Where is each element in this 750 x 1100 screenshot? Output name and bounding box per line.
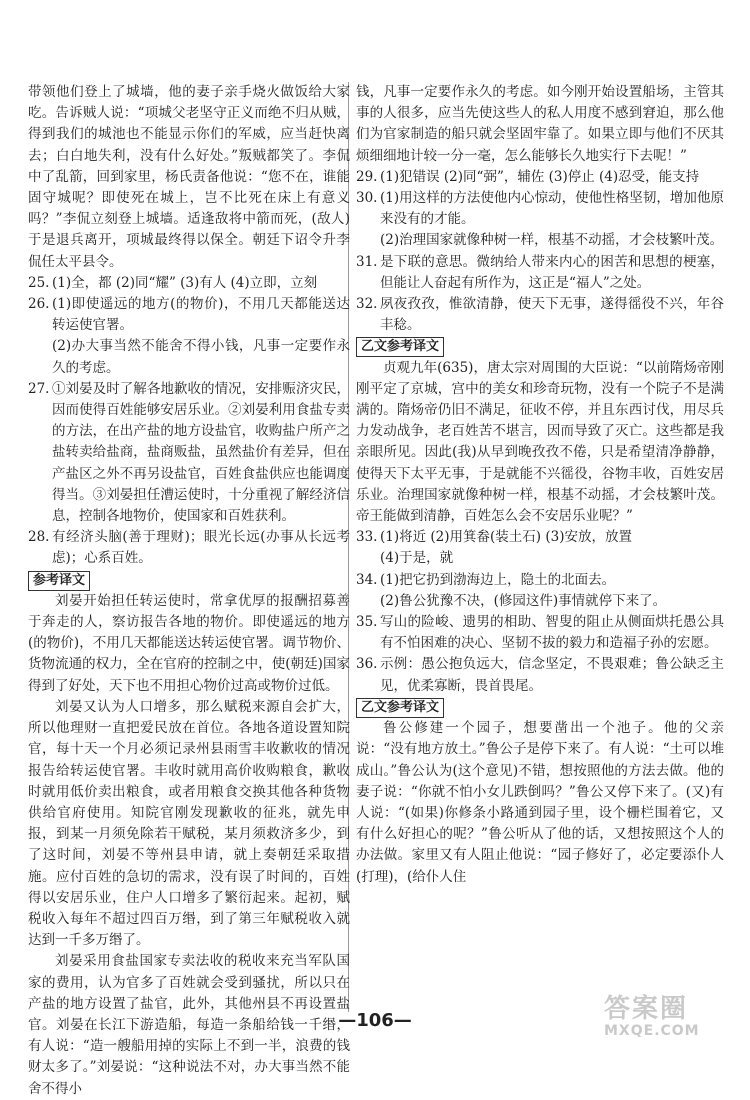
answer-text: (1)全，都 (2)同“耀” (3)有人 (4)立即，立刻 [52, 274, 318, 291]
answer-number: 29. [356, 168, 378, 185]
answer-28 [28, 527, 350, 569]
section-title-yi-translation: 乙文参考译文 [356, 337, 444, 357]
answer-number: 26. [28, 296, 50, 313]
left-column [28, 82, 350, 1100]
translation-paragraph: 刘晏采用食盐国家专卖法收的税收来充当军队国家的费用，认为官多了百姓就会受到骚扰，所以只在产盐的地方设置了盐官，此外，其他州县不再设置盐官。刘晏在长江下游造船，每造一条船给钱一千缗，有人说：“造一艘船用掉的实际上不到一半，浪费的钱财太多了。”刘晏说：“这种说法不对，办大事当然不能舍不得小 [28, 953, 350, 1097]
answer-text: 有经济头脑(善于理财)；眼光长远(办事从长远考虑)；心系百姓。 [52, 529, 350, 567]
answer-number: 36. [356, 656, 378, 673]
answer-number: 27. [28, 380, 50, 397]
answer-number: 28. [28, 529, 50, 546]
section-title-yi-translation-2: 乙文参考译文 [356, 698, 444, 718]
translation-paragraph: 刘晏开始担任转运使时，常拿优厚的报酬招募善于奔走的人，察访报告各地的物价。即使遥远的地方(的物价)，不用几天都能送达转运使官署。调节物价、货物流通的权力，全在官府的控制之中，使(朝廷)国家得到了好处，天下也不用担心物价过高或物价过低。 [28, 592, 350, 694]
answer-number: 30. [356, 190, 378, 207]
answer-text: ①刘晏及时了解各地歉收的情况，安排赈济灾民，因而使得百姓能够安居乐业。②刘晏利用食盐专卖的方法，在出产盐的地方设盐官，收购盐户所产之盐转卖给盐商，盐商贩盐，虽然盐价有差异，但在产盐区之外不再另设盐官，百姓食盐供应也能调度得当。③刘晏担任漕运使时，十分重视了解经济信息，控制各地物价，使国家和百姓获利。 [52, 380, 350, 525]
translation-continued-paragraph: 钱，凡事一定要作永久的考虑。如今刚开始设置船场，主管其事的人很多，应当先使这些人的私人用度不感到窘迫，那么他们为官家制造的船只就会坚固牢靠了。如果立即与他们不厌其烦细细地计较一分一毫，怎么能够长久地实行下去呢！” [356, 84, 724, 164]
answer-36 [356, 654, 724, 696]
answer-text: 是下联的意思。微纳给人带来内心的困苦和思想的梗塞，但能让人奋起有所作为，这正是“福人”之处。 [380, 253, 724, 291]
answer-32 [356, 294, 724, 336]
answer-26 [28, 294, 350, 379]
answer-34 [356, 570, 724, 612]
answer-number: 25. [28, 274, 50, 291]
answer-number: 32. [356, 296, 378, 313]
answer-text: (4)于是，就 [380, 550, 454, 567]
answer-31 [356, 252, 724, 294]
answer-text: (1)把它扔到渤海边上，隐土的北面去。 [380, 571, 616, 588]
answer-text: (2)鲁公犹豫不决，(修园这件)事情就停下来了。 [380, 592, 667, 609]
answer-text: 写山的险峻、遗男的相助、智叟的阻止从侧面烘托愚公具有不怕困难的决心、坚韧不拔的毅力和造福子孙的宏愿。 [380, 614, 724, 652]
answer-text: 示例：愚公抱负远大，信念坚定，不畏艰难；鲁公缺乏主见，优柔寡断，畏首畏尾。 [380, 656, 724, 694]
answer-text: (1)犯错误 (2)同“弼”，辅佐 (3)停止 (4)忍受，能支持 [380, 168, 700, 185]
site-watermark-logo [604, 995, 744, 1043]
translation-paragraph: 刘晏又认为人口增多，那么赋税来源自会扩大，所以他理财一直把爱民放在首位。各地各道设置知院官，每十天一个月必须记录州县雨雪丰收歉收的情况报告给转运使官署。丰收时就用高价收购粮食，歉收时就用低价卖出粮食，或者用粮食交换其他各种货物供给官府使用。知院官刚发现歉收的征兆，就先申报，到某一月须免除若干赋税，某月须救济多少，到了这时间，刘晏不等州县申请，就上奏朝廷采取措施。应付百姓的急切的需求，没有误了时间的，百姓得以安居乐业，住户人口增多了繁衍起来。起初，赋税收入每年不超过四百万缗，到了第三年赋税收入就达到一千多万缗了。 [28, 698, 350, 949]
watermark-title: 答案圈 [604, 994, 689, 1024]
answer-number: 31. [356, 253, 378, 270]
answer-text: 夙夜孜孜，惟欲清静，使天下无事，遂得徭役不兴，年谷丰稔。 [380, 296, 724, 334]
answer-number: 34. [356, 571, 378, 588]
answer-30 [356, 188, 724, 252]
answer-text: (1)将近 (2)用箕畚(装土石) (3)安放，放置 [380, 529, 632, 546]
watermark-url: MXQE.COM [604, 1023, 700, 1039]
answer-number: 35. [356, 614, 378, 631]
page-number: —106— [338, 1010, 412, 1031]
answer-33 [356, 527, 724, 569]
section-title-reference-translation: 参考译文 [28, 571, 90, 591]
answer-text: (2)办大事当然不能舍不得小钱，凡事一定要作永久的考虑。 [52, 338, 350, 376]
answer-35 [356, 612, 724, 654]
right-column [356, 82, 724, 888]
answer-25 [28, 273, 350, 294]
answer-29 [356, 167, 724, 188]
answer-27 [28, 379, 350, 527]
translation-continued-paragraph: 带领他们登上了城墙，他的妻子亲手烧火做饭给大家吃。告诉贼人说：“项城父老坚守正义而绝不归从贼，得到我们的城池也不能显示你们的军威，应当赶快离去；白白地失利，没有什么好处。”叛贼都笑了。李侃中了乱箭，回到家里，杨氏责备他说：“您不在，谁能固守城呢？即使死在城上，岂不比死在床上有意义吗？”李侃立刻登上城墙。适逢敌将中箭而死，(敌人)于是退兵离开，项城最终得以保全。朝廷下诏令升李侃任太平县令。 [28, 84, 350, 270]
answer-number: 33. [356, 529, 378, 546]
translation-paragraph: 鲁公修建一个园子，想要凿出一个池子。他的父亲说：“没有地方放土。”鲁公子是停下来了。有人说：“土可以堆成山。”鲁公认为(这个意见)不错，想按照他的方法去做。他的妻子说：“你就不怕小女儿跌倒吗？”鲁公又停下来了。(又)有人说：“(如果)你修条小路通到园子里，设个栅栏围着它，又有什么好担心的呢？”鲁公听从了他的话，又想按照这个人的办法做。家里又有人阻止他说：“园子修好了，必定要添仆人(打理)，(给仆人住 [356, 720, 724, 885]
answer-text: (2)治理国家就像种树一样，根基不动摇，才会枝繁叶茂。 [380, 232, 724, 249]
answer-text: (1)用这样的方法使他内心惊动，使他性格坚韧，增加他原来没有的才能。 [380, 190, 724, 228]
answer-text: (1)即使遥远的地方(的物价)，不用几天都能送达转运使官署。 [52, 296, 350, 334]
translation-paragraph: 贞观九年(635)，唐太宗对周围的大臣说：“以前隋炀帝刚刚平定了京城，宫中的美女和珍奇玩物，没有一个院子不是满满的。隋炀帝仍旧不满足，征收不停，并且东西讨伐，用尽兵力发动战争，老百姓苦不堪言，因而导致了灭亡。这些都是我亲眼所见。因此(我)从早到晚孜孜不倦，只是希望清净静静，使得天下太平无事，于是就能不兴徭役，谷物丰收，百姓安居乐业。治理国家就像种树一样，根基不动摇，才会枝繁叶茂。帝王能做到清静，百姓怎么会不安居乐业呢？” [356, 359, 724, 525]
